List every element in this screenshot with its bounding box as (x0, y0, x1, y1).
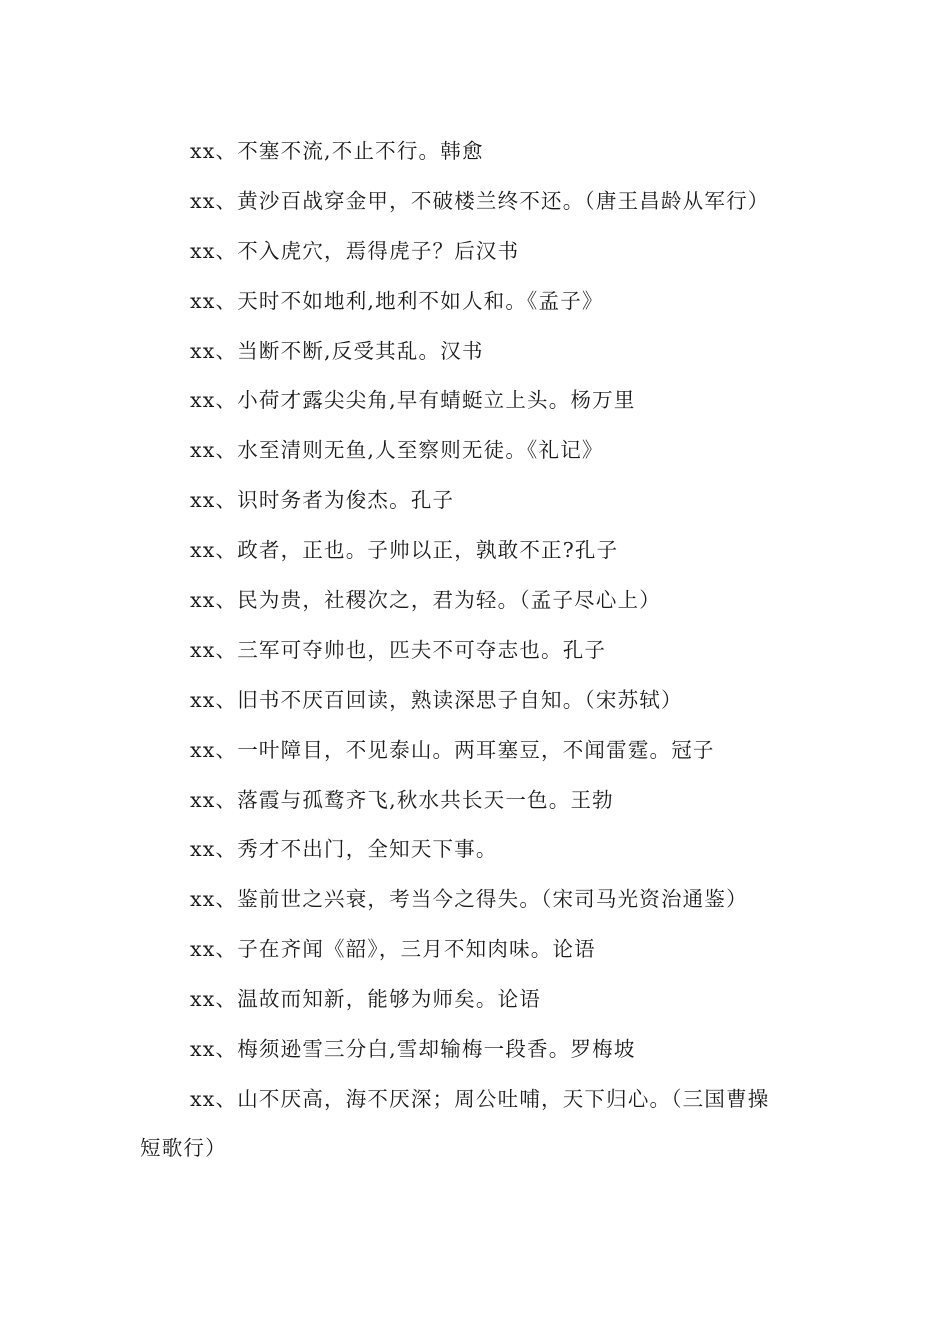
quote-line: xx、不入虎穴，焉得虎子？后汉书 (190, 238, 520, 263)
quote-line: xx、三军可夺帅也，匹夫不可夺志也。孔子 (190, 637, 607, 662)
quote-line: xx、识时务者为俊杰。孔子 (190, 488, 455, 513)
quote-line: xx、温故而知新，能够为师矣。论语 (190, 987, 542, 1012)
quote-continuation: 短歌行） (140, 1135, 227, 1160)
quote-line: xx、当断不断,反受其乱。汉书 (190, 338, 484, 363)
quote-line-wrapped (0, 1081, 950, 1166)
quote-line: xx、一叶障目，不见泰山。两耳塞豆，不闻雷霆。冠子 (190, 737, 715, 762)
quote-list (0, 133, 950, 1166)
quote-line: xx、天时不如地利,地利不如人和。《孟子》 (190, 288, 604, 313)
quote-text (0, 1081, 950, 1166)
quote-line: xx、梅须逊雪三分白,雪却输梅一段香。罗梅坡 (190, 1037, 636, 1062)
quote-line: xx、子在齐闻《韶》，三月不知肉味。论语 (190, 937, 596, 962)
quote-line: xx、秀才不出门，全知天下事。 (190, 837, 498, 862)
quote-line: xx、落霞与孤鹜齐飞,秋水共长天一色。王勃 (190, 787, 614, 812)
quote-line: xx、小荷才露尖尖角,早有蜻蜓立上头。杨万里 (190, 388, 636, 413)
quote-line: xx、黄沙百战穿金甲，不破楼兰终不还。（唐王昌龄从军行） (190, 188, 770, 213)
quote-line: xx、不塞不流,不止不行。韩愈 (190, 139, 484, 163)
quote-line: xx、民为贵，社稷次之，君为轻。（孟子尽心上） (190, 588, 661, 613)
quote-line: xx、鉴前世之兴衰，考当今之得失。（宋司马光资治通鉴） (190, 887, 748, 912)
quote-first-part: xx、山不厌高，海不厌深；周公吐哺，天下归心。（三国曹操 (190, 1086, 770, 1111)
quote-line: xx、旧书不厌百回读，熟读深思子自知。（宋苏轼） (190, 687, 683, 712)
quote-line: xx、水至清则无鱼,人至察则无徒。《礼记》 (190, 438, 604, 463)
quote-line: xx、政者，正也。子帅以正，孰敢不正?孔子 (190, 538, 619, 563)
